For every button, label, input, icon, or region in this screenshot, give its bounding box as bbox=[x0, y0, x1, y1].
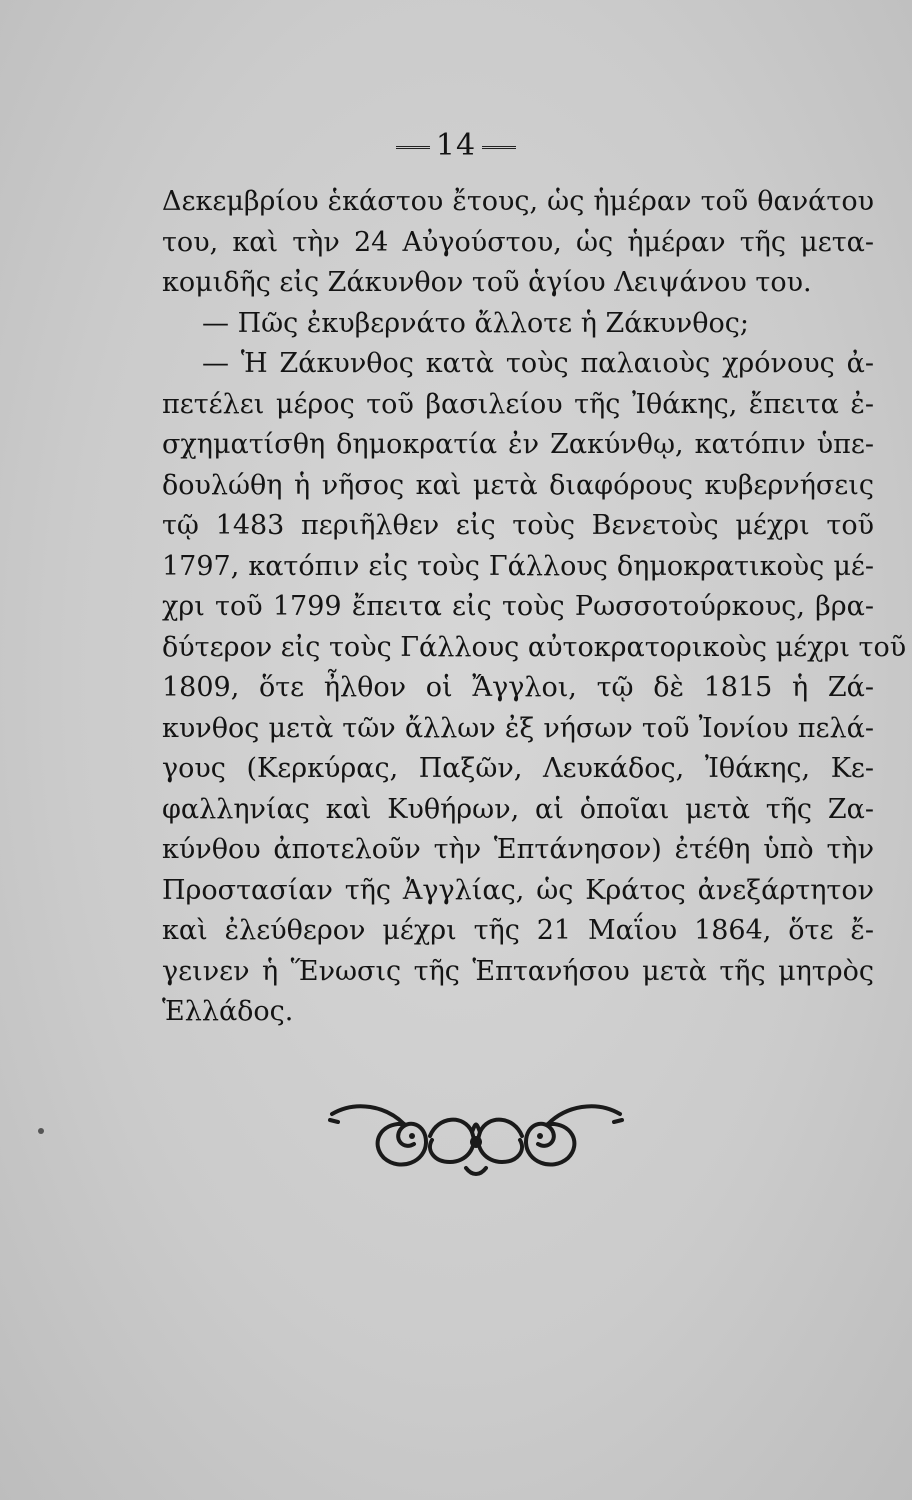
text-line: 1809, ὅτε ἦλθον οἱ Ἄγγλοι, τῷ δὲ 1815 ἡ Ζά- bbox=[162, 672, 874, 703]
text-line: φαλληνίας καὶ Κυθήρων, αἱ ὁποῖαι μετὰ τῆς Ζα- bbox=[162, 793, 874, 825]
text-line: πετέλει μέρος τοῦ βασιλείου τῆς Ἰθάκης, ἔπειτα ἐ- bbox=[162, 388, 874, 420]
text-line: καὶ ἐλεύθερον μέχρι τῆς 21 Μαΐου 1864, ὅτε ἔ- bbox=[162, 915, 874, 946]
text-line: γους (Κερκύρας, Παξῶν, Λευκάδος, Ἰθάκης, Κε- bbox=[162, 753, 874, 784]
text-line: Ἑλλάδος. bbox=[162, 996, 294, 1027]
text-line: Προστασίαν τῆς Ἀγγλίας, ὡς Κράτος ἀνεξάρτητον bbox=[162, 874, 874, 906]
question-line: — Πῶς ἐκυβερνάτο ἄλλοτε ἡ Ζάκυνθος; bbox=[202, 307, 749, 339]
page-number-header bbox=[0, 128, 912, 163]
text-line: τῷ 1483 περιῆλθεν εἰς τοὺς Βενετοὺς μέχρι τοῦ bbox=[162, 510, 874, 541]
body-text bbox=[162, 182, 907, 1033]
text-line: κύνθου ἀποτελοῦν τὴν Ἑπτάνησον) ἐτέθη ὑπὸ τὴν bbox=[162, 834, 874, 865]
text-line: κυνθος μετὰ τῶν ἄλλων ἐξ νήσων τοῦ Ἰονίου πελά- bbox=[162, 712, 874, 744]
text-line: χρι τοῦ 1799 ἔπειτα εἰς τοὺς Ρωσσοτούρκους, βρα- bbox=[162, 591, 874, 622]
text-line: κομιδῆς εἰς Ζάκυνθον τοῦ ἁγίου Λειψάνου του. bbox=[162, 267, 812, 298]
print-speck bbox=[38, 1128, 44, 1134]
text-line: Δεκεμβρίου ἑκάστου ἔτους, ὡς ἡμέραν τοῦ θανάτου bbox=[162, 186, 874, 217]
double-rule-right bbox=[482, 146, 516, 149]
text-line: σχηματίσθη δημοκρατία ἐν Ζακύνθῳ, κατόπιν ὑπε- bbox=[162, 429, 874, 460]
text-line: δύτερον εἰς τοὺς Γάλλους αὐτοκρατορικοὺς μέχρι τοῦ bbox=[162, 631, 907, 663]
text-line: 1797, κατόπιν εἰς τοὺς Γάλλους δημοκρατικοὺς μέ- bbox=[162, 550, 874, 582]
answer-line: — Ἡ Ζάκυνθος κατὰ τοὺς παλαιοὺς χρόνους ἀ- bbox=[202, 348, 874, 379]
floral-scroll-ornament-icon bbox=[326, 1092, 626, 1182]
text-line: δουλώθη ἡ νῆσος καὶ μετὰ διαφόρους κυβερνήσεις bbox=[162, 469, 874, 501]
double-rule-left bbox=[396, 146, 430, 149]
text-line: του, καὶ τὴν 24 Αὐγούστου, ὡς ἡμέραν τῆς μετα- bbox=[162, 226, 874, 258]
text-line: γεινεν ἡ Ἕνωσις τῆς Ἑπτανήσου μετὰ τῆς μητρὸς bbox=[162, 955, 874, 987]
page-number: 14 bbox=[435, 128, 477, 163]
